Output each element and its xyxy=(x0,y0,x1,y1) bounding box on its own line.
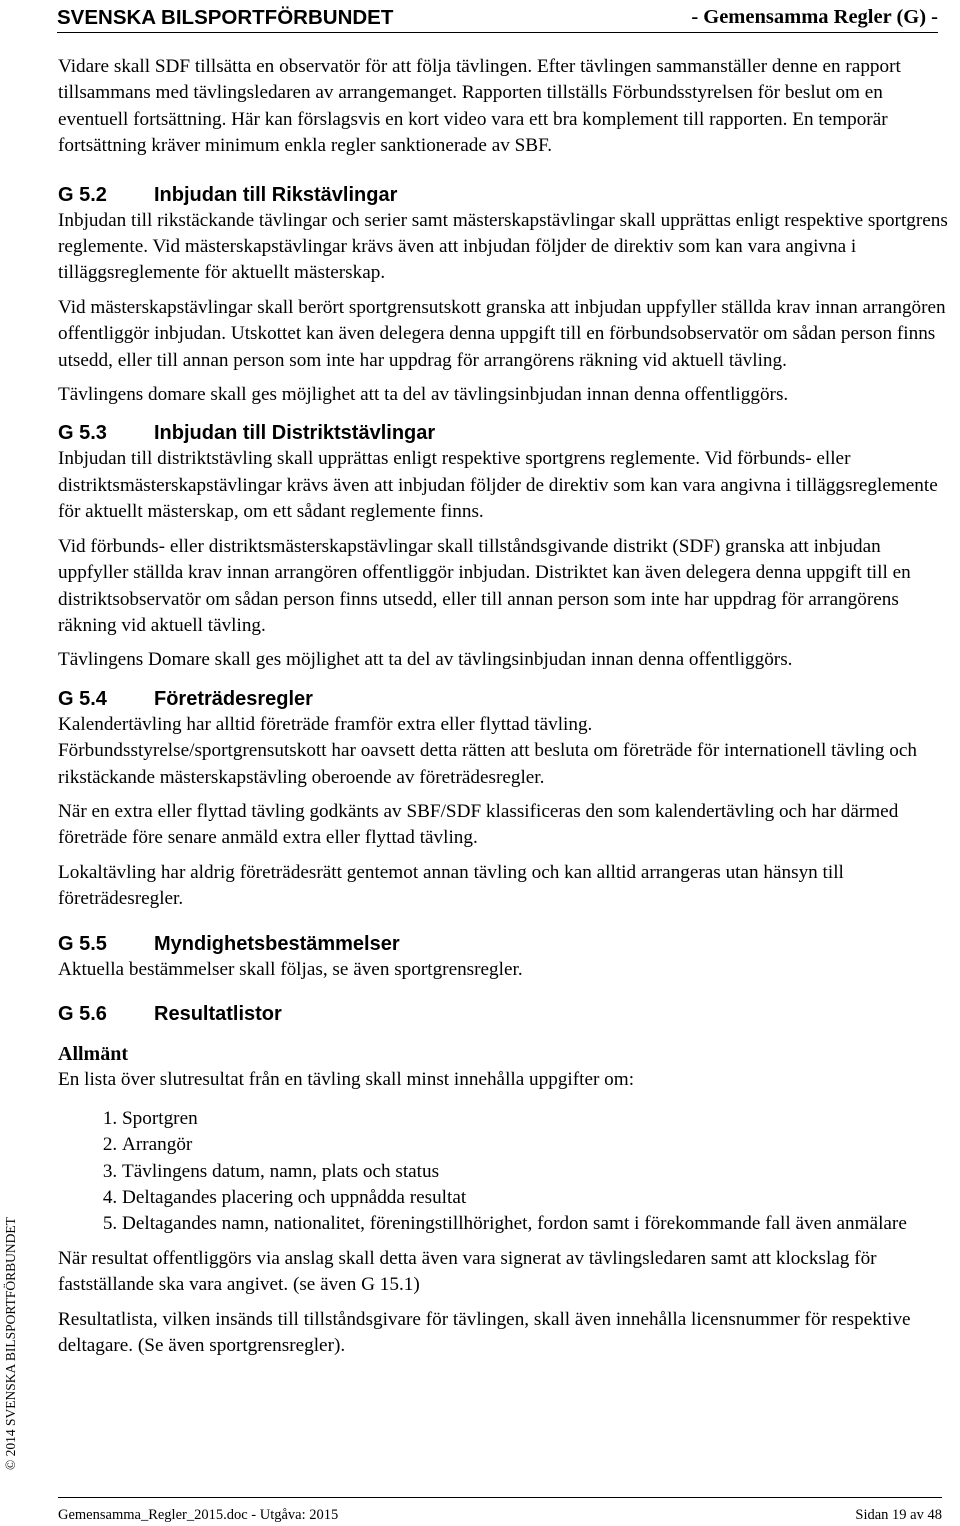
section-title: Inbjudan till Distriktstävlingar xyxy=(154,422,436,445)
paragraph: När resultat offentliggörs via anslag skall detta även vara signerat av tävlingsledaren samt att klockslag för fastställande ska vara angivet. (se även G 15.1) xyxy=(58,1247,877,1296)
header-doc-title: - Gemensamma Regler (G) - xyxy=(691,6,938,28)
paragraph: Inbjudan till distriktstävling skall upprättas enligt respektive sportgrens reglemente. Vid förbunds- eller distriktsmästerskapstävlingar krävs även att inbjudan följder de direktiv som kan vara angivna i tilläggsreglemente för aktuellt mästerskap, om ett sådant reglemente finns. xyxy=(58,448,938,523)
footer-filename: Gemensamma_Regler_2015.doc - Utgåva: 2015 xyxy=(58,1507,339,1523)
intro-paragraph: Vidare skall SDF tillsätta en observatör för att följa tävlingen. Efter tävlingen sammanställer denne en rapport tillsammans med tävlingsledaren av arrangemanget. Rapporten tillställs Förbundsstyrelsen för beslut om en eventuell fortsättning. Här kan förslagsvis en kort video vara ett bra komplement till rapporten. En temporär fortsättning kräver minimum enkla regler sanktionerade av SBF. xyxy=(58,56,901,157)
section-title: Inbjudan till Rikstävlingar xyxy=(154,183,398,206)
list-item: 1. Sportgren xyxy=(122,1106,948,1132)
page-header xyxy=(57,4,938,33)
paragraph: En lista över slutresultat från en tävling skall minst innehålla uppgifter om: xyxy=(58,1069,635,1091)
section-number: G 5.6 xyxy=(58,1002,107,1025)
list-item: 3. Tävlingens datum, namn, plats och status xyxy=(122,1159,948,1185)
paragraph: När en extra eller flyttad tävling godkänts av SBF/SDF klassificeras den som kalendertävling och har därmed företräde före senare anmäld extra eller flyttad tävling. xyxy=(58,800,899,849)
paragraph: Vid förbunds- eller distriktsmästerskapstävlingar skall tillståndsgivande distrikt (SDF) granska att inbjudan uppfyller ställda krav innan arrangören offentliggör inbjudan. Distriktet kan även delegera denna uppgift till en distriktsobservatör om sådan person finns utsedd, eller till annan person som inte har uppdrag för arrangörens räkning vid aktuell tävling. xyxy=(58,535,911,636)
subheading: Allmänt xyxy=(58,1042,128,1065)
section-heading-g55 xyxy=(58,931,948,957)
paragraph: Lokaltävling har aldrig företrädesrätt gentemot annan tävling och kan alltid arrangeras utan hänsyn till företrädesregler. xyxy=(58,861,844,910)
page-content xyxy=(58,54,948,1359)
section-number: G 5.3 xyxy=(58,422,107,445)
paragraph: Kalendertävling har alltid företräde framför extra eller flyttad tävling. xyxy=(58,713,593,735)
section-number: G 5.5 xyxy=(58,932,107,955)
header-org: SVENSKA BILSPORTFÖRBUNDET xyxy=(57,6,394,29)
footer-divider xyxy=(58,1497,942,1498)
section-title: Företrädesregler xyxy=(154,687,313,710)
list-item: 2. Arrangör xyxy=(122,1132,948,1158)
paragraph: Vid mästerskapstävlingar skall berört sportgrensutskott granska att inbjudan uppfyller ställda krav innan arrangören offentliggör inbjudan. Utskottet kan även delegera denna uppgift till en förbundsobservatör om sådan person finns utsedd, eller till annan person som inte har uppdrag för arrangörens räkning vid aktuell tävling. xyxy=(58,296,946,371)
paragraph: Resultatlista, vilken insänds till tillståndsgivare för tävlingen, skall även innehålla licensnummer för respektive deltagare. (Se även sportgrensregler). xyxy=(58,1308,911,1357)
list-item: 5. Deltagandes namn, nationalitet, föreningstillhörighet, fordon samt i förekommande fall även anmälare xyxy=(122,1211,948,1237)
section-heading-g56 xyxy=(58,1001,948,1027)
copyright-sidebar: © 2014 SVENSKA BILSPORTFÖRBUNDET xyxy=(3,1217,18,1470)
section-heading-g54 xyxy=(58,686,948,712)
paragraph: Inbjudan till rikstäckande tävlingar och serier samt mästerskapstävlingar skall upprättas enligt respektive sportgrens reglemente. Vid mästerskapstävlingar krävs även att inbjudan följder de direktiv som kan vara angivna i tilläggsreglemente för aktuellt mästerskap. xyxy=(58,209,948,284)
section-number: G 5.4 xyxy=(58,687,107,710)
paragraph: Förbundsstyrelse/sportgrensutskott har oavsett detta rätten att besluta om företräde för internationell tävling och rikstäckande mästerskapstävling oberoende av företrädesregler. xyxy=(58,740,917,788)
paragraph: Tävlingens domare skall ges möjlighet att ta del av tävlingsinbjudan innan denna offentliggörs. xyxy=(58,384,789,406)
paragraph: Tävlingens Domare skall ges möjlighet att ta del av tävlingsinbjudan innan denna offentliggörs. xyxy=(58,649,793,671)
section-number: G 5.2 xyxy=(58,183,107,206)
section-heading-g52 xyxy=(58,182,948,208)
section-heading-g53 xyxy=(58,420,948,446)
section-title: Myndighetsbestämmelser xyxy=(154,932,400,955)
requirements-list xyxy=(58,1106,948,1238)
list-item: 4. Deltagandes placering och uppnådda resultat xyxy=(122,1185,948,1211)
paragraph: Aktuella bestämmelser skall följas, se även sportgrensregler. xyxy=(58,958,523,980)
section-title: Resultatlistor xyxy=(154,1002,282,1025)
footer-page-number: Sidan 19 av 48 xyxy=(855,1507,942,1523)
